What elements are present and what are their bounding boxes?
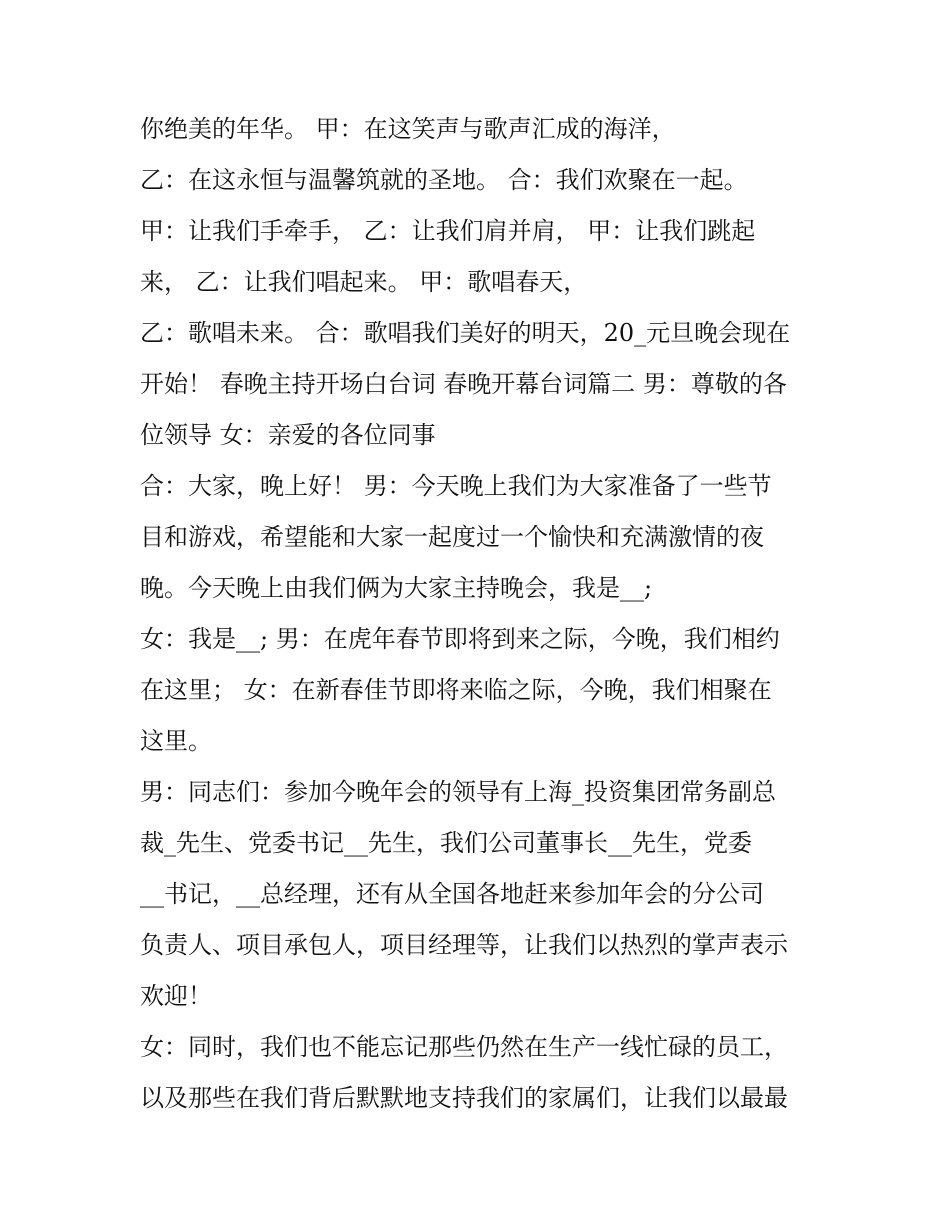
text-line: 女：同时，我们也不能忘记那些仍然在生产一线忙碌的员工， <box>140 1033 788 1061</box>
text-line: __书记，__总经理，还有从全国各地赶来参加年会的分公司 <box>140 880 764 908</box>
text-line: 乙：歌唱未来。 合：歌唱我们美好的明天，20_元旦晚会现在 <box>140 319 791 347</box>
text-line: 开始！ 春晚主持开场白台词 春晚开幕台词篇二 男：尊敬的各 <box>140 370 787 398</box>
text-line: 晚。今天晚上由我们俩为大家主持晚会，我是__; <box>140 574 653 602</box>
text-line: 来， 乙：让我们唱起来。 甲：歌唱春天， <box>140 268 588 296</box>
text-line: 甲：让我们手牵手， 乙：让我们肩并肩， 甲：让我们跳起 <box>140 217 756 245</box>
document-body <box>140 104 820 1124</box>
text-line: 女：我是__; 男：在虎年春节即将到来之际，今晚，我们相约 <box>140 625 780 653</box>
text-line: 欢迎！ <box>140 982 212 1010</box>
text-line: 目和游戏，希望能和大家一起度过一个愉快和充满激情的夜 <box>140 523 764 551</box>
text-line: 在这里； 女：在新春佳节即将来临之际，今晚，我们相聚在 <box>140 676 772 704</box>
text-line: 男：同志们：参加今晚年会的领导有上海_投资集团常务副总 <box>140 778 776 806</box>
text-line: 这里。 <box>140 727 212 755</box>
text-line: 以及那些在我们背后默默地支持我们的家属们，让我们以最最 <box>140 1084 788 1112</box>
text-line: 负责人、项目承包人，项目经理等，让我们以热烈的掌声表示 <box>140 931 788 959</box>
text-line: 合：大家，晚上好！ 男：今天晚上我们为大家准备了一些节 <box>140 472 772 500</box>
text-line: 你绝美的年华。 甲：在这笑声与歌声汇成的海洋， <box>140 115 676 143</box>
text-line: 乙：在这永恒与温馨筑就的圣地。 合：我们欢聚在一起。 <box>140 166 748 194</box>
text-line: 位领导 女：亲爱的各位同事 <box>140 421 436 449</box>
text-line: 裁_先生、党委书记__先生，我们公司董事长__先生，党委 <box>140 829 752 857</box>
